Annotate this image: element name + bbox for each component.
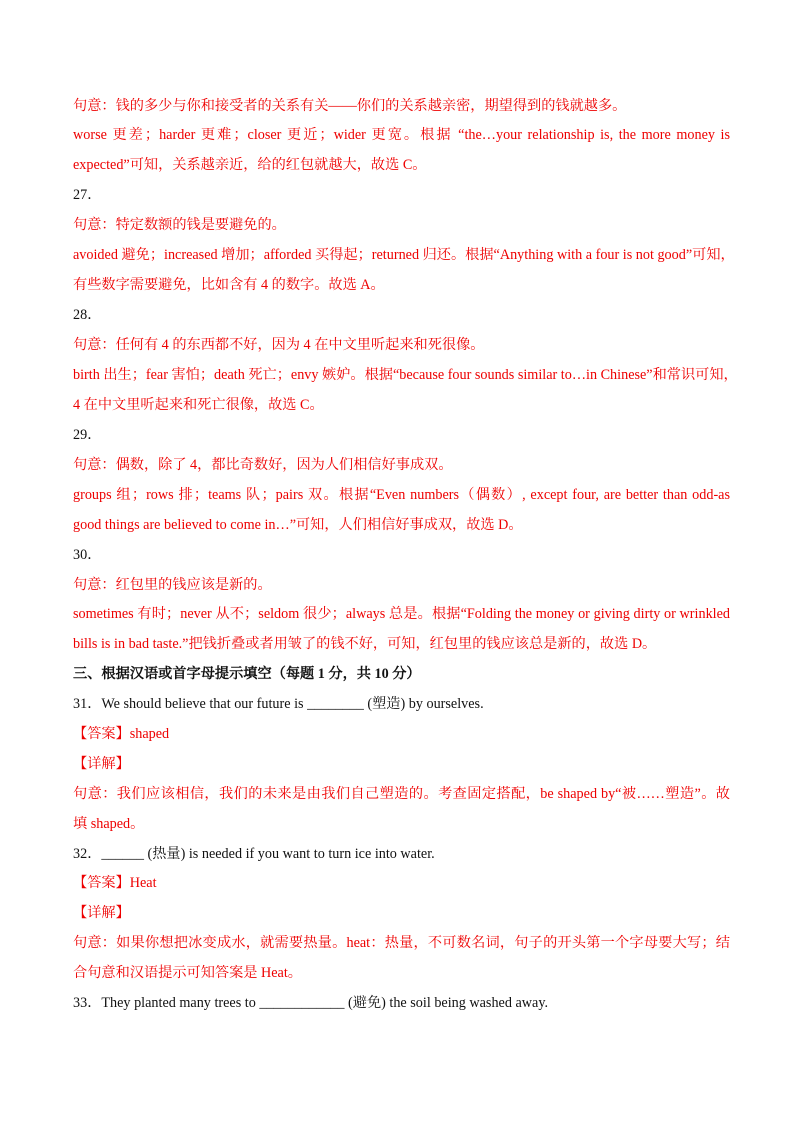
explanation-26-part2: expected”可知，关系越亲近，给的红包就越大，故选 C。 xyxy=(73,157,427,173)
detail-label-32: 【详解】 xyxy=(73,905,130,921)
answer-31: 【答案】shaped xyxy=(73,726,170,742)
explanation-30-part1: sometimes 有时；never 从不；seldom 很少；always 总是。根据“Folding the money or giving dirty or wrinkled xyxy=(73,606,730,622)
explanation-27-part2: 有些数字需要避免，比如含有 4 的数字。故选 A。 xyxy=(73,277,385,293)
explanation-28-part2: 4 在中文里听起来和死亡很像，故选 C。 xyxy=(73,397,324,413)
explanation-29-part2: good things are believed to come in…”可知，人们相信好事成双，故选 D。 xyxy=(73,517,523,533)
explanation-32-part2: 合句意和汉语提示可知答案是 Heat。 xyxy=(73,965,302,981)
question-number-29: 29． xyxy=(73,427,102,443)
explanation-32-part1: 句意：如果你想把冰变成水，就需要热量。heat：热量，不可数名词，句子的开头第一个字母要大写；结 xyxy=(73,935,730,951)
explanation-27-part1: avoided 避免；increased 增加；afforded 买得起；returned 归还。根据“Anything with a four is not good”可知， xyxy=(73,247,735,263)
question-31: 31．We should believe that our future is ________ (塑造) by ourselves. xyxy=(73,696,484,712)
explanation-29-part1: groups 组；rows 排；teams 队；pairs 双。根据“Even numbers（偶数）, except four, are better than odd-as xyxy=(73,487,730,503)
detail-label-31: 【详解】 xyxy=(73,756,130,772)
explanation-31-part2: 填 shaped。 xyxy=(73,816,145,832)
sentence-meaning-27: 句意：特定数额的钱是要避免的。 xyxy=(73,217,286,233)
sentence-meaning-30: 句意：红包里的钱应该是新的。 xyxy=(73,577,272,593)
question-33: 33．They planted many trees to ____________ (避免) the soil being washed away. xyxy=(73,995,549,1011)
explanation-26-part1: worse 更差；harder 更难；closer 更近；wider 更宽。根据 “the…your relationship is, the more money is xyxy=(73,127,730,143)
explanation-30-part2: bills is in bad taste.”把钱折叠或者用皱了的钱不好，可知，红包里的钱应该总是新的，故选 D。 xyxy=(73,636,657,652)
question-number-28: 28． xyxy=(73,307,102,323)
answer-32: 【答案】Heat xyxy=(73,875,157,891)
question-number-30: 30． xyxy=(73,547,102,563)
sentence-meaning-29: 句意：偶数，除了 4，都比奇数好，因为人们相信好事成双。 xyxy=(73,457,453,473)
section-heading-3: 三、根据汉语或首字母提示填空（每题 1 分，共 10 分） xyxy=(73,666,421,682)
explanation-28-part1: birth 出生；fear 害怕；death 死亡；envy 嫉妒。根据“because four sounds similar to…in Chinese”和常识可知， xyxy=(73,367,738,383)
sentence-meaning-28: 句意：任何有 4 的东西都不好，因为 4 在中文里听起来和死很像。 xyxy=(73,337,485,353)
question-number-27: 27． xyxy=(73,187,102,203)
question-32: 32．______ (热量) is needed if you want to turn ice into water. xyxy=(73,846,435,862)
explanation-31-part1: 句意：我们应该相信，我们的未来是由我们自己塑造的。考查固定搭配，be shaped by“被……塑造”。故 xyxy=(73,786,730,802)
sentence-meaning-26: 句意：钱的多少与你和接受者的关系有关——你们的关系越亲密，期望得到的钱就越多。 xyxy=(73,98,627,114)
